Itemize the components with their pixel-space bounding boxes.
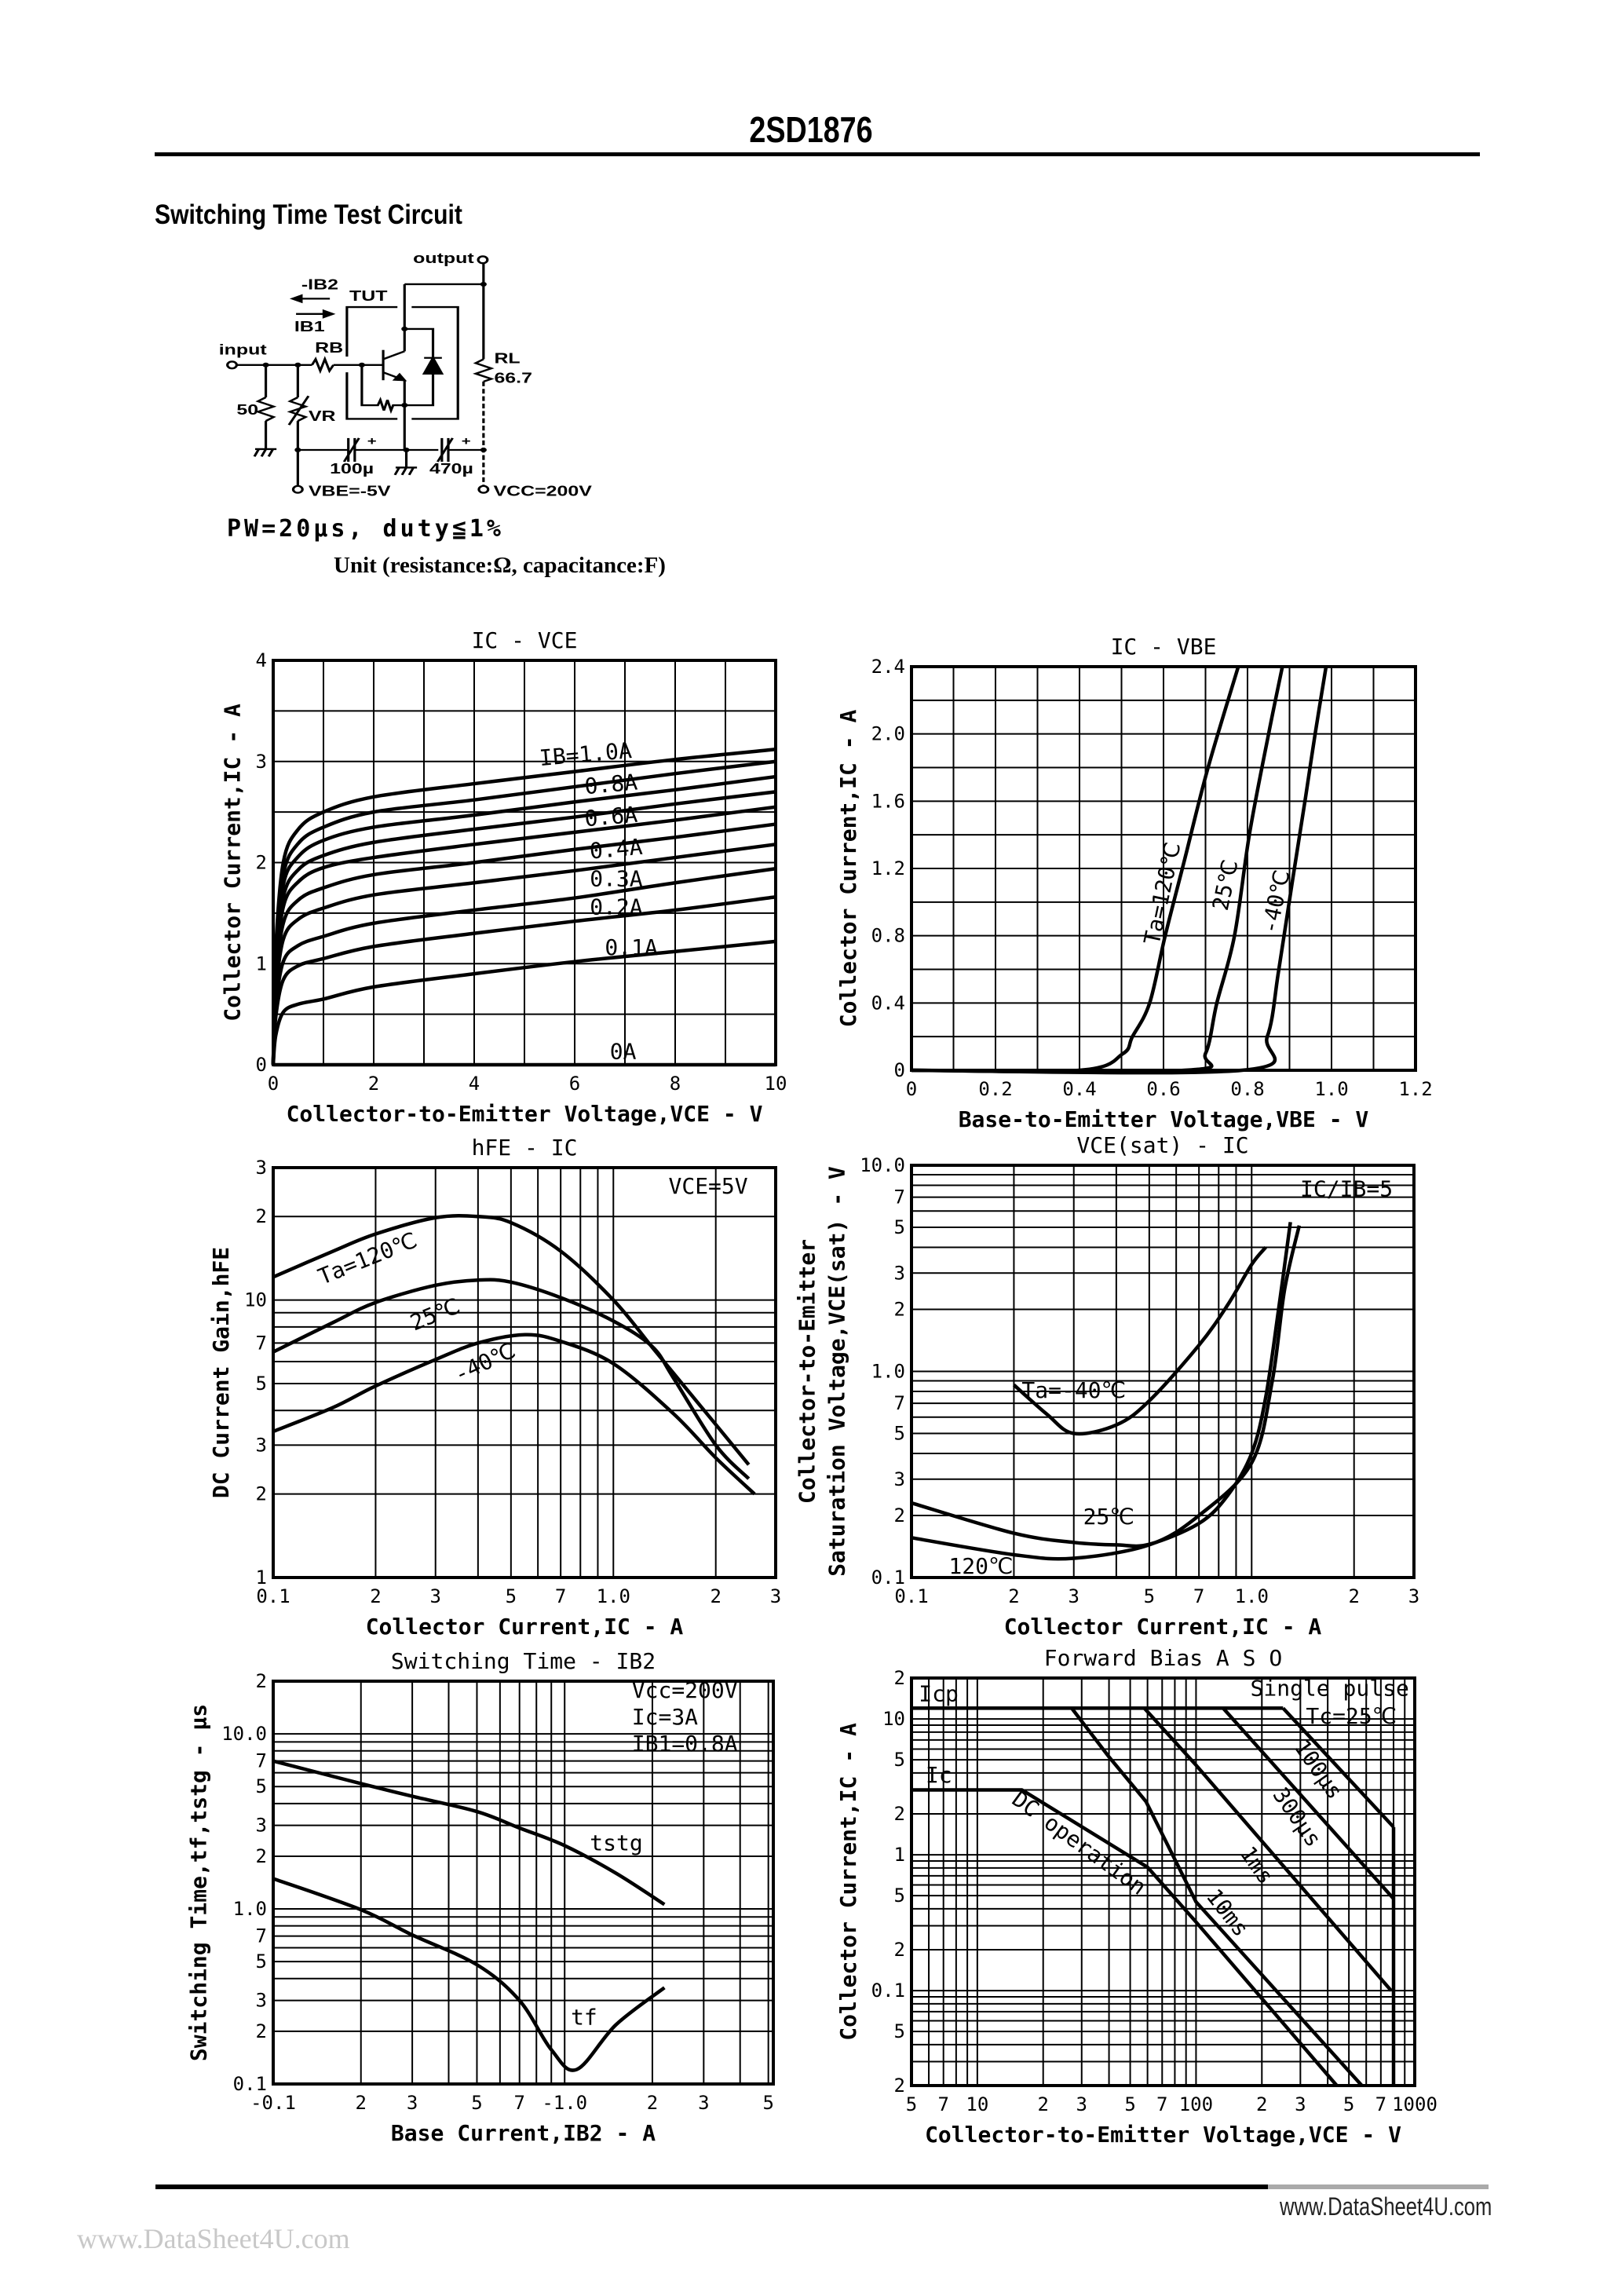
y-tick-label: 2 <box>893 1504 905 1526</box>
chart-annotation: -40℃ <box>1256 867 1295 937</box>
y-tick-label: 3 <box>893 1468 905 1490</box>
y-tick-label: 2.0 <box>871 722 905 745</box>
y-tick-label: 2 <box>893 1667 905 1689</box>
x-tick-label: 0.8 <box>1230 1078 1265 1100</box>
y-tick-label: 1.0 <box>871 1360 905 1383</box>
y-axis-title: Collector Current,IC - A <box>835 709 861 1028</box>
y-tick-label: 7 <box>255 1332 267 1355</box>
chart-annotation: Single pulse <box>1250 1675 1409 1702</box>
chart-title: IC - VCE <box>471 627 578 653</box>
chart-annotation: 100µs <box>1288 1735 1348 1804</box>
y-axis-title: Collector Current,IC - A <box>219 704 246 1022</box>
c2-polarity-label: + <box>461 433 471 448</box>
x-tick-label: -1.0 <box>542 2092 588 2114</box>
x-tick-label: 5 <box>762 2092 774 2114</box>
y-tick-label: 7 <box>255 1749 267 1772</box>
x-tick-label: 0.2 <box>978 1078 1013 1100</box>
x-tick-label: 7 <box>554 1585 567 1607</box>
x-tick-label: 3 <box>769 1585 782 1607</box>
chart-annotation: 0.1A <box>605 934 658 960</box>
chart-annotation: 0.4A <box>588 833 644 865</box>
vr-variable-resistor-icon <box>290 397 305 421</box>
y-tick-label: 0.8 <box>871 924 905 947</box>
y-tick-label: 10 <box>882 1708 905 1731</box>
chart-annotation: 1ms <box>1235 1841 1280 1889</box>
x-tick-label: -0.1 <box>250 2092 296 2114</box>
x-tick-label: 2 <box>355 2092 367 2114</box>
tut-boundary <box>347 307 397 356</box>
y-tick-label: 5 <box>255 1372 267 1395</box>
y-tick-label: 0.1 <box>871 1980 905 2002</box>
y-tick-label: 1 <box>893 1844 905 1866</box>
x-tick-label: 2 <box>1348 1585 1360 1607</box>
npn-transistor-icon <box>383 284 404 450</box>
pulse-width-note: PW=20µs, duty≦1% <box>227 515 504 543</box>
chart-annotation: 120℃ <box>948 1553 1014 1580</box>
x-tick-label: 8 <box>669 1073 681 1095</box>
x-tick-label: 1.0 <box>1314 1078 1349 1100</box>
x-axis-title: Collector Current,IC - A <box>365 1614 684 1640</box>
x-tick-label: 3 <box>1408 1585 1420 1607</box>
chart-annotation: tstg <box>590 1830 643 1856</box>
diode-icon <box>424 358 442 374</box>
y-tick-label: 5 <box>893 1422 905 1445</box>
y-tick-label: 2 <box>893 2075 905 2097</box>
output-label: output <box>413 250 474 267</box>
vbe-label: VBE=-5V <box>308 482 391 499</box>
x-tick-label: 4 <box>468 1073 480 1095</box>
y-tick-label: 5 <box>893 1885 905 1907</box>
x-tick-label: 7 <box>937 2093 949 2115</box>
y-tick-label: 2 <box>255 851 267 874</box>
chart-annotation: Ta=120℃ <box>1138 839 1186 948</box>
x-tick-label: 5 <box>1124 2093 1136 2115</box>
x-tick-label: 7 <box>1156 2093 1168 2115</box>
x-tick-label: 0 <box>905 1078 918 1100</box>
chart-annotation: Ic <box>925 1761 952 1788</box>
chart-title: Switching Time - IB2 <box>390 1648 656 1674</box>
y-tick-label: 1.0 <box>232 1898 267 1921</box>
x-tick-label: 7 <box>1193 1585 1205 1607</box>
vcc-label: VCC=200V <box>493 482 592 499</box>
rb-resistor-icon <box>312 359 333 371</box>
y-tick-label: 2 <box>893 1298 905 1321</box>
plot-frame <box>911 1678 1415 2086</box>
chart-annotation: IB1=0.8A <box>631 1731 738 1757</box>
chart-title: VCE(sat) - IC <box>1076 1132 1249 1158</box>
y-tick-label: 2 <box>893 1803 905 1825</box>
x-tick-label: 7 <box>1375 2093 1387 2115</box>
y-tick-label: 2 <box>893 1939 905 1961</box>
rl-label: RL <box>494 349 521 367</box>
y-tick-label: 5 <box>893 1216 905 1239</box>
rl-resistor-icon <box>476 359 491 381</box>
y-tick-label: 3 <box>255 1434 267 1457</box>
chart-annotation: 0.3A <box>590 865 643 892</box>
output-terminal-icon <box>478 256 488 263</box>
y-tick-label: 10 <box>244 1289 267 1311</box>
chart-title: hFE - IC <box>471 1135 578 1161</box>
x-tick-label: 5 <box>905 2093 918 2115</box>
footer-site-link[interactable]: www.DataSheet4U.com <box>1280 2192 1492 2221</box>
x-tick-label: 2 <box>710 1585 721 1607</box>
chart-annotation: Ic=3A <box>631 1704 699 1731</box>
y-tick-label: 0 <box>255 1054 267 1076</box>
x-tick-label: 5 <box>505 1585 517 1607</box>
input-terminal-icon <box>228 361 237 368</box>
chart-annotation: Vcc=200V <box>631 1676 738 1703</box>
x-tick-label: 1.0 <box>596 1585 630 1607</box>
x-tick-label: 6 <box>568 1073 581 1095</box>
y-tick-label: 10.0 <box>860 1154 905 1176</box>
y-tick-label: 2 <box>255 2020 267 2042</box>
y-axis-title: Collector Current,IC - A <box>835 1723 861 2041</box>
chart-annotation: VCE=5V <box>668 1172 748 1199</box>
part-number-title: 2SD1876 <box>749 109 873 150</box>
chart-annotation: Icp <box>919 1680 959 1707</box>
y-axis-title: Switching Time,tf,tstg - µs <box>185 1703 212 2062</box>
x-tick-label: 3 <box>1076 2093 1087 2115</box>
chart-annotation: 10ms <box>1200 1884 1255 1942</box>
y-tick-label: 3 <box>255 1989 267 2012</box>
series-line-tf <box>273 1878 664 2070</box>
x-tick-label: 7 <box>513 2092 525 2114</box>
x-tick-label: 2 <box>1037 2093 1049 2115</box>
x-tick-label: 10 <box>966 2093 989 2115</box>
grid <box>911 1165 1414 1578</box>
chart-annotation: IC/IB=5 <box>1300 1175 1394 1202</box>
rb-label: RB <box>315 339 344 356</box>
x-axis-title: Collector-to-Emitter Voltage,VCE - V <box>925 2122 1401 2148</box>
x-tick-label: 10 <box>764 1073 787 1095</box>
c2-label: 470µ <box>429 460 473 477</box>
y-tick-label: 5 <box>255 1951 267 1973</box>
x-tick-label: 2 <box>1008 1585 1020 1607</box>
y-tick-label: 1.2 <box>871 857 905 879</box>
unit-note: Unit (resistance:Ω, capacitance:F) <box>334 553 666 578</box>
chart-title: Forward Bias A S O <box>1043 1645 1283 1671</box>
tut-label: TUT <box>349 287 388 305</box>
footer-divider-grey <box>1268 2184 1489 2189</box>
y-tick-label: 1.6 <box>871 790 905 813</box>
y-axis-title: Saturation Voltage,VCE(sat) - V <box>824 1166 850 1577</box>
x-tick-label: 1.2 <box>1398 1078 1433 1100</box>
chart-annotation: Tc=25℃ <box>1306 1702 1397 1729</box>
chart-annotation: DC operation <box>1007 1786 1152 1900</box>
chart-annotation: Ta=120℃ <box>314 1227 421 1290</box>
r50-label: 50 <box>236 400 259 418</box>
vcc-terminal-icon <box>479 486 488 493</box>
ib1-label: IB1 <box>294 318 325 335</box>
chart-annotation: tf <box>571 2004 597 2031</box>
vbe-terminal-icon <box>293 486 302 493</box>
hfe-ic-chart <box>140 1121 807 1664</box>
y-tick-label: 3 <box>255 1157 267 1179</box>
y-axis-title: DC Current Gain,hFE <box>208 1246 235 1499</box>
x-tick-label: 0.1 <box>894 1585 929 1607</box>
x-tick-label: 1.0 <box>1234 1585 1269 1607</box>
y-tick-label: 0.1 <box>871 1567 905 1589</box>
x-tick-label: 0 <box>267 1073 279 1095</box>
x-tick-label: 5 <box>1143 1585 1156 1607</box>
x-axis-title: Base Current,IB2 - A <box>390 2120 656 2146</box>
ic-vce-chart <box>140 613 807 1151</box>
chart-annotation: IB=1.0A <box>538 737 634 772</box>
c1-label: 100µ <box>330 460 374 477</box>
y-tick-label: 2 <box>255 1844 267 1867</box>
footer-divider <box>155 2184 1268 2189</box>
chart-annotation: 25℃ <box>1083 1503 1134 1530</box>
input-label: input <box>218 341 267 358</box>
chart-annotation: 25℃ <box>1207 857 1244 913</box>
x-tick-label: 2 <box>646 2092 659 2114</box>
x-tick-label: 5 <box>1343 2093 1355 2115</box>
section-title: Switching Time Test Circuit <box>155 199 462 230</box>
series-line--40- <box>911 667 1326 1073</box>
x-tick-label: 3 <box>406 2092 418 2114</box>
y-tick-label: 5 <box>893 2020 905 2043</box>
x-tick-label: 3 <box>429 1585 441 1607</box>
forward-bias-aso-chart <box>778 1631 1446 2172</box>
x-axis-title: Base-to-Emitter Voltage,VBE - V <box>958 1106 1369 1132</box>
y-tick-label: 3 <box>255 750 267 773</box>
x-tick-label: 2 <box>1256 2093 1268 2115</box>
y-tick-label: 0.1 <box>232 2073 267 2095</box>
y-tick-label: 7 <box>893 1392 905 1415</box>
x-tick-label: 3 <box>1068 1585 1080 1607</box>
x-tick-label: 3 <box>698 2092 710 2114</box>
x-axis-title: Collector-to-Emitter Voltage,VCE - V <box>286 1101 763 1127</box>
x-tick-label: 0.4 <box>1062 1078 1097 1100</box>
chart-annotation: 0.6A <box>583 801 639 832</box>
y-tick-label: 2.4 <box>871 656 905 678</box>
switching-test-circuit-diagram <box>141 236 691 506</box>
y-axis-title: Collector-to-Emitter <box>794 1238 820 1504</box>
chart-annotation: 300µs <box>1267 1782 1327 1852</box>
y-tick-label: 1 <box>255 952 267 975</box>
ic-vbe-chart <box>778 620 1447 1157</box>
x-tick-label: 1000 <box>1392 2093 1438 2115</box>
y-tick-label: 5 <box>255 1775 267 1798</box>
y-tick-label: 3 <box>893 1262 905 1285</box>
chart-annotation: 0.8A <box>583 769 639 800</box>
y-tick-label: 1 <box>255 1567 267 1589</box>
y-tick-label: 2 <box>255 1205 267 1228</box>
x-tick-label: 100 <box>1178 2093 1214 2115</box>
x-tick-label: 2 <box>367 1073 380 1095</box>
header-divider <box>155 152 1480 156</box>
x-axis-title: Collector Current,IC - A <box>1003 1614 1322 1640</box>
y-tick-label: 0.4 <box>871 992 905 1015</box>
vr-label: VR <box>308 408 336 425</box>
series-line-1ms <box>1145 1708 1391 1991</box>
grid <box>911 1678 1415 2086</box>
y-tick-label: 7 <box>893 1186 905 1208</box>
y-tick-label: 7 <box>255 1925 267 1947</box>
watermark-text: www.DataSheet4U.com <box>77 2223 350 2254</box>
y-tick-label: 10.0 <box>221 1723 267 1746</box>
chart-annotation: Ta=-40℃ <box>1021 1377 1127 1403</box>
chart-annotation: -40℃ <box>450 1336 520 1388</box>
ib2-label: -IB2 <box>301 276 338 293</box>
x-tick-label: 0.6 <box>1146 1078 1181 1100</box>
chart-title: IC - VBE <box>1110 634 1217 660</box>
y-tick-label: 5 <box>893 1749 905 1771</box>
y-tick-label: 2 <box>255 1483 267 1505</box>
vcesat-ic-chart <box>778 1118 1445 1664</box>
rl-value-label: 66.7 <box>494 369 532 386</box>
y-tick-label: 3 <box>255 1814 267 1837</box>
x-tick-label: 0.1 <box>256 1585 290 1607</box>
r50-resistor-icon <box>258 397 274 421</box>
y-tick-label: 2 <box>255 1670 267 1692</box>
chart-annotation: 25℃ <box>406 1292 464 1336</box>
series-line-DC-operation <box>911 1790 1337 2086</box>
y-tick-label: 4 <box>255 649 267 671</box>
x-tick-label: 2 <box>370 1585 382 1607</box>
chart-annotation: 0.2A <box>590 894 643 920</box>
series-line-Ta-40- <box>1014 1247 1266 1434</box>
x-tick-label: 3 <box>1295 2093 1306 2115</box>
c1-polarity-label: + <box>367 433 377 448</box>
y-tick-label: 0 <box>893 1059 905 1081</box>
switching-time-chart <box>140 1634 805 2170</box>
x-tick-label: 5 <box>471 2092 483 2114</box>
chart-annotation: 0A <box>609 1038 637 1065</box>
